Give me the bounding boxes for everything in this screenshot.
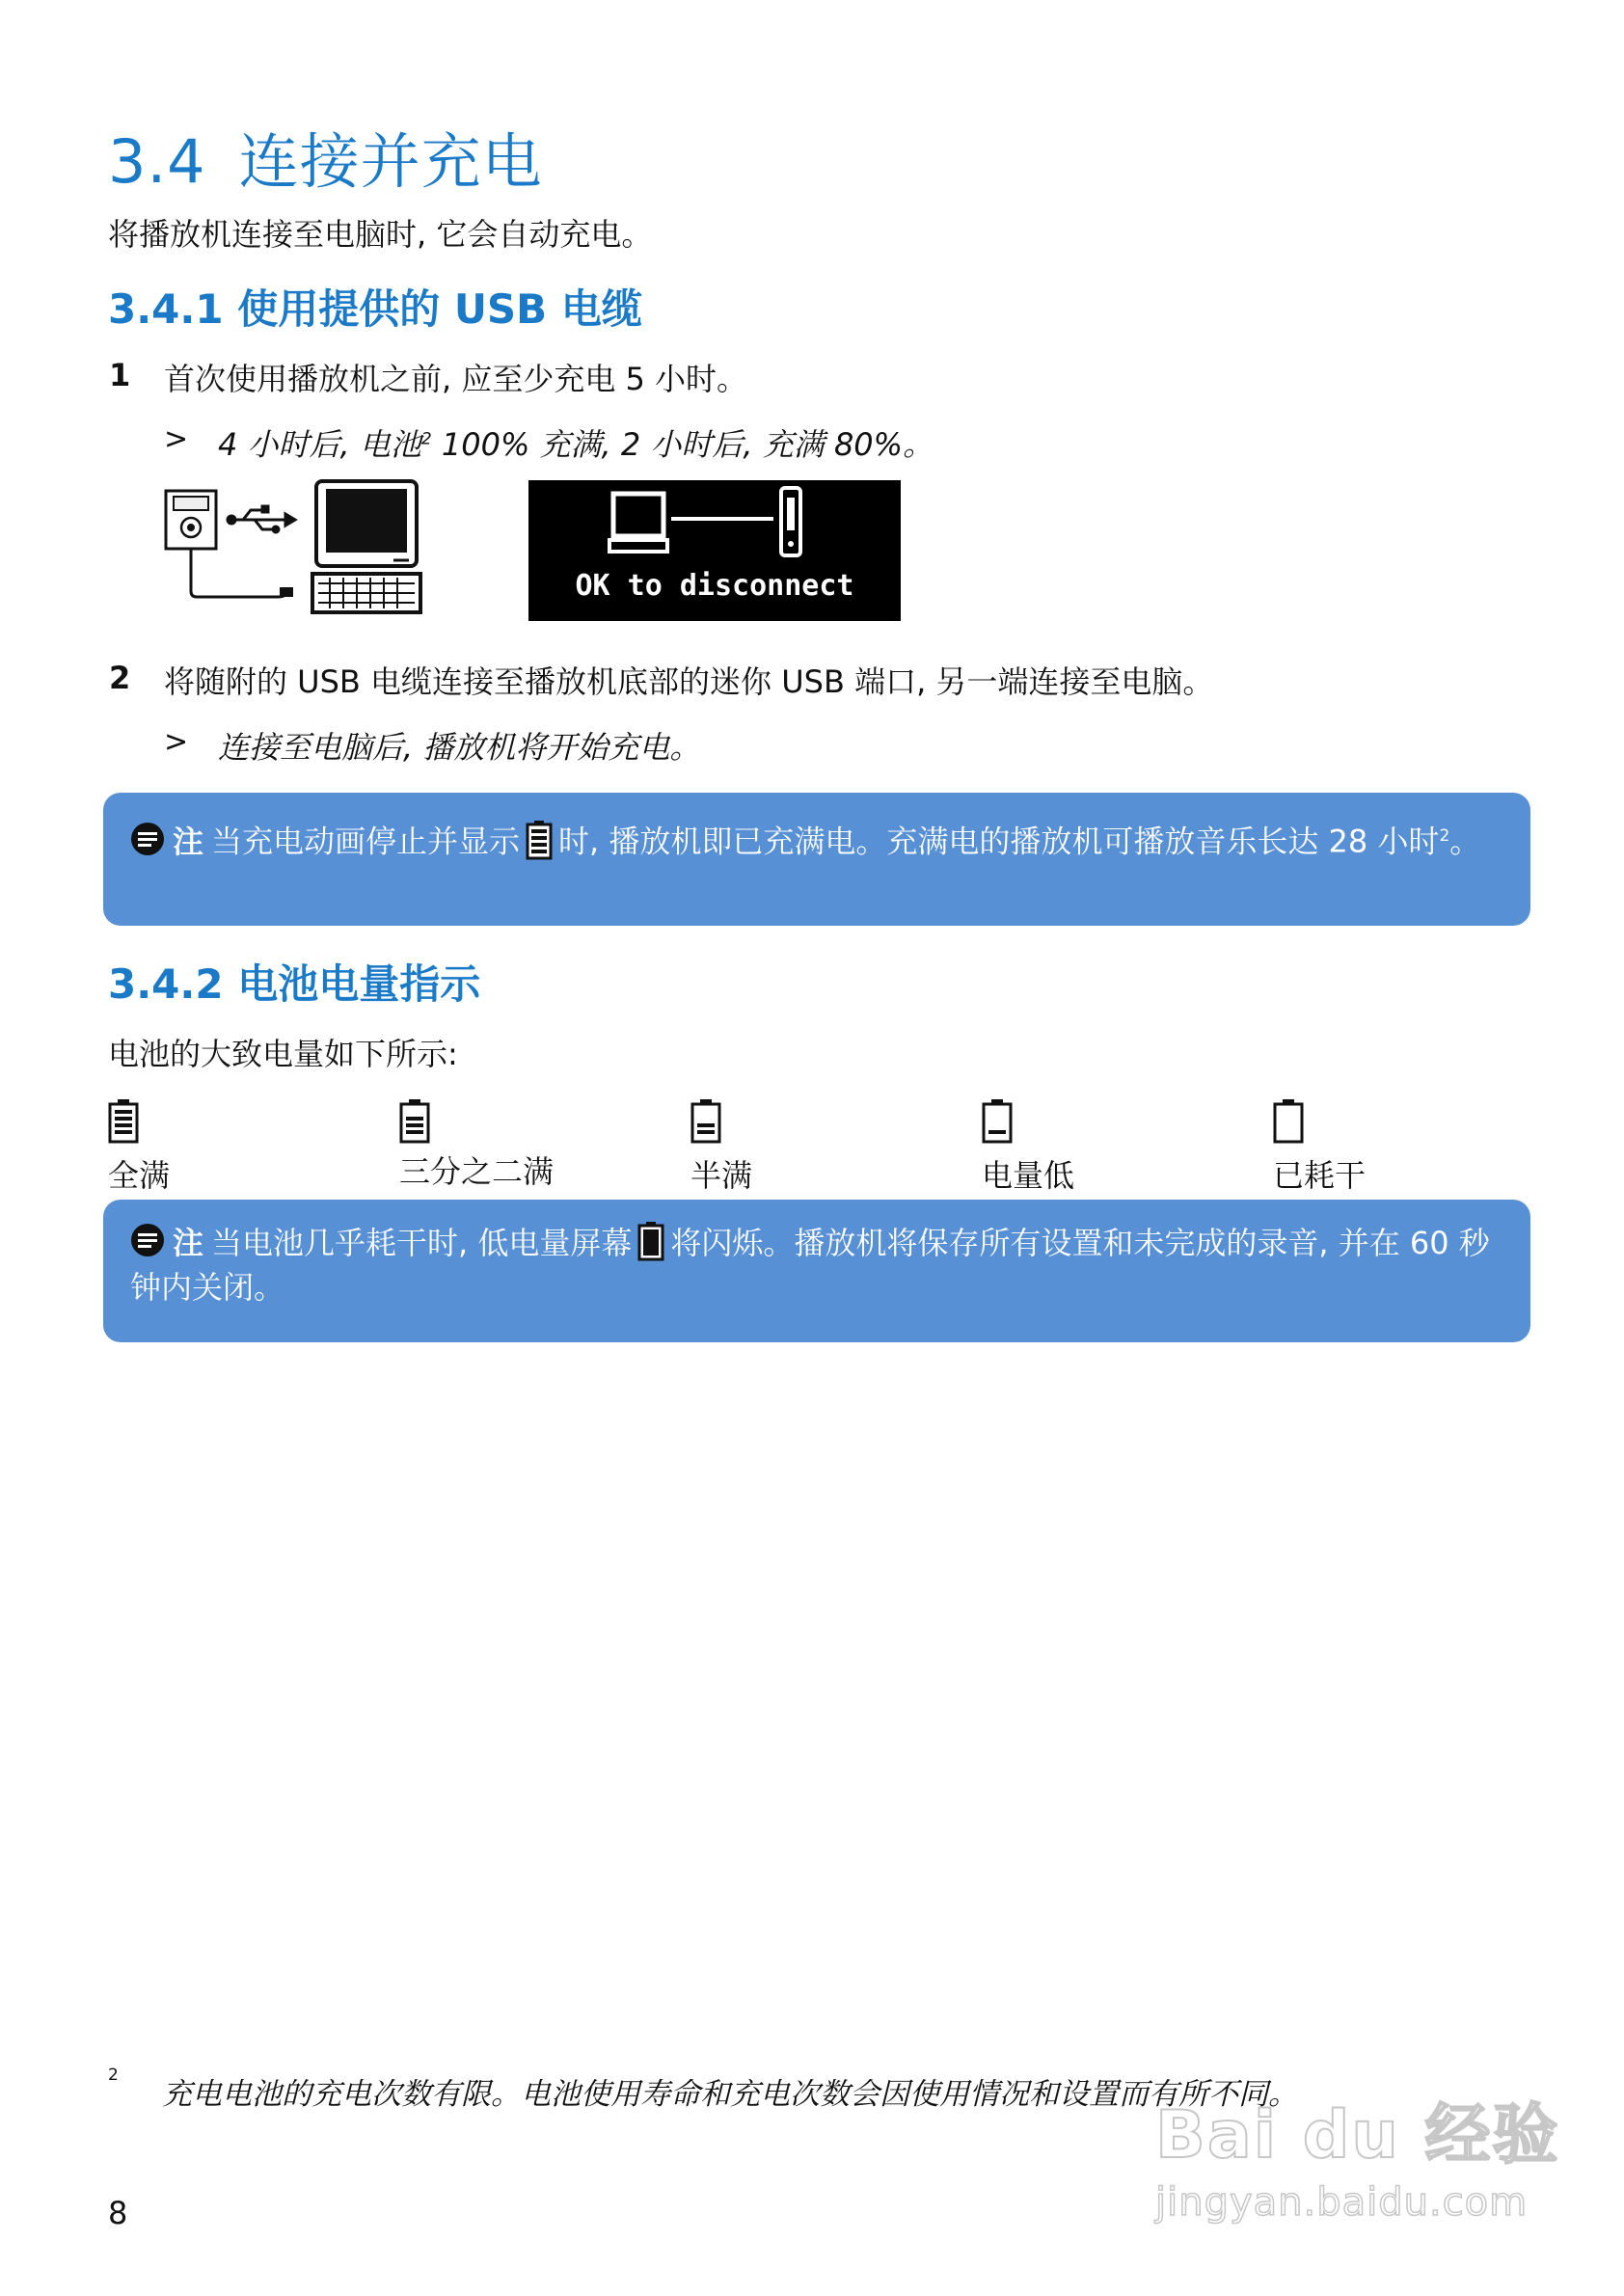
step-text-2: 将随附的 USB 电缆连接至播放机底部的迷你 USB 端口, 另一端连接至电脑。 xyxy=(164,663,1214,700)
player-to-computer-illustration xyxy=(162,477,422,622)
battery-label-two-thirds: 三分之二满 xyxy=(399,1153,555,1190)
battery-full-icon xyxy=(526,820,553,860)
battery-half-icon xyxy=(690,1099,721,1144)
step-number-2: 2 xyxy=(109,660,131,696)
battery-two-thirds-icon xyxy=(399,1099,430,1144)
battery-low-screen-icon xyxy=(637,1221,664,1261)
page-title xyxy=(108,114,543,200)
footnote-mark: 2 xyxy=(108,2066,119,2085)
watermark-brand: Bai du 经验 xyxy=(1155,2097,1560,2174)
battery-label-empty: 已耗干 xyxy=(1273,1157,1367,1194)
result-arrow-1: > xyxy=(164,422,189,456)
screen-player-icon xyxy=(781,488,800,555)
screen-message: OK to disconnect xyxy=(575,569,854,603)
page-number: 8 xyxy=(108,2195,128,2231)
result-arrow-2: > xyxy=(164,725,189,759)
battery-level-half xyxy=(690,1099,752,1196)
section-number: 3.4 xyxy=(108,126,206,197)
battery-level-low xyxy=(982,1099,1074,1196)
battery-empty-icon xyxy=(1273,1099,1304,1144)
battery-label-low: 电量低 xyxy=(982,1157,1075,1194)
player-screen-display xyxy=(528,480,901,621)
result-text-1 xyxy=(218,420,934,465)
battery-level-full xyxy=(108,1099,170,1196)
note-text-b: 将闪烁。播放机将保存所有设置和未完成的录音, 并在 60 秒钟内关闭。 xyxy=(130,1225,1490,1306)
battery-level-empty xyxy=(1273,1099,1366,1196)
section-title: 连接并充电 xyxy=(238,126,543,197)
battery-label-full: 全满 xyxy=(108,1157,171,1194)
usb-icon xyxy=(228,506,295,532)
intro-text: 将播放机连接至电脑时, 它会自动充电。 xyxy=(108,216,653,253)
computer-icon xyxy=(312,481,420,612)
battery-intro-text: 电池的大致电量如下所示: xyxy=(108,1036,458,1072)
note-footnote-ref: 2 xyxy=(1439,826,1450,846)
footnote-ref: 2 xyxy=(420,429,432,449)
note-text-a: 当充电动画停止并显示 xyxy=(211,823,521,860)
note-icon xyxy=(130,1223,165,1257)
note-label: 注 xyxy=(173,823,204,860)
note-box-charging xyxy=(103,793,1530,926)
note-text-c: 。 xyxy=(1449,823,1481,860)
note-icon xyxy=(130,822,165,856)
battery-low-icon xyxy=(982,1099,1013,1144)
usb-cable xyxy=(191,549,285,597)
result-text-2: 连接至电脑后, 播放机将开始充电。 xyxy=(218,729,701,766)
subsection-heading-usb: 3.4.1 使用提供的 USB 电缆 xyxy=(108,285,642,333)
footnote-text: 充电电池的充电次数有限。电池使用寿命和充电次数会因使用情况和设置而有所不同。 xyxy=(162,2077,1298,2112)
baidu-watermark xyxy=(1155,2083,1560,2256)
step-number-1: 1 xyxy=(109,357,131,393)
watermark-url: jingyan.baidu.com xyxy=(1155,2180,1529,2225)
note-box-low-battery xyxy=(103,1200,1530,1342)
result-text-1a: 4 小时后, 电池 xyxy=(218,426,421,463)
note-text-b: 时, 播放机即已充满电。充满电的播放机可播放音乐长达 28 小时 xyxy=(558,823,1440,860)
note-text-a: 当电池几乎耗干时, 低电量屏幕 xyxy=(211,1225,633,1261)
battery-level-two-thirds xyxy=(399,1099,554,1192)
subsection-heading-battery: 3.4.2 电池电量指示 xyxy=(108,960,481,1008)
result-text-1b: 100% 充满, 2 小时后, 充满 80%。 xyxy=(431,426,934,463)
note-label: 注 xyxy=(173,1225,204,1261)
screen-computer-icon xyxy=(609,494,667,552)
player-icon xyxy=(166,491,216,549)
step-text-1: 首次使用播放机之前, 应至少充电 5 小时。 xyxy=(164,361,748,397)
battery-label-half: 半满 xyxy=(690,1157,753,1194)
battery-full-icon xyxy=(108,1099,139,1144)
